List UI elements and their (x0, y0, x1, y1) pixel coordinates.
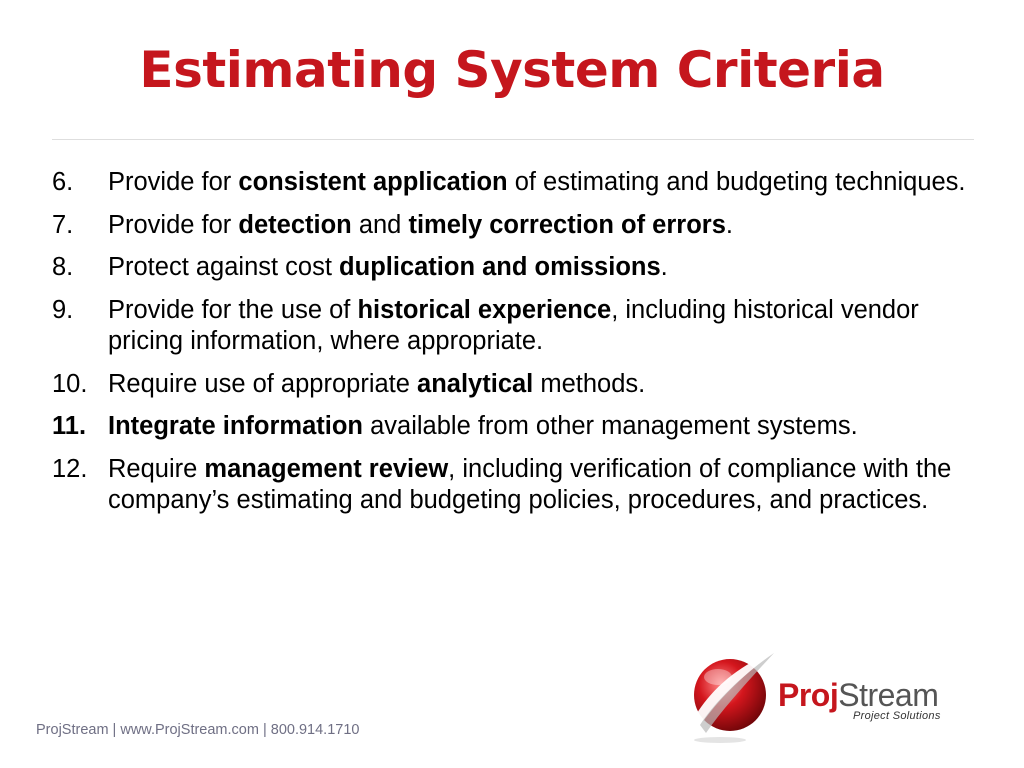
list-item (52, 210, 972, 242)
list-item (52, 167, 972, 199)
item-text-segment: of estimating and budgeting techniques. (507, 168, 966, 196)
item-text-segment: Require (108, 454, 205, 483)
item-text (108, 411, 858, 443)
logo-tagline: Project Solutions (853, 710, 941, 722)
item-number: 8. (52, 253, 74, 281)
item-text (108, 369, 645, 401)
item-text (108, 454, 972, 517)
item-text-segment: methods. (533, 369, 646, 398)
emphasis-text: Integrate information (108, 412, 364, 440)
item-text (108, 295, 972, 358)
item-text-segment: Provide for (108, 210, 239, 239)
emphasis-text: consistent application (238, 168, 508, 196)
list-item (52, 411, 972, 443)
red-sphere-swoosh-icon (690, 645, 785, 745)
emphasis-text: historical experience (357, 295, 612, 324)
list-item (52, 295, 972, 358)
emphasis-text: analytical (417, 369, 534, 398)
list-item (52, 369, 972, 401)
item-number: 6. (52, 168, 74, 196)
emphasis-text: timely correction of errors (408, 210, 726, 239)
item-text-segment: . (725, 210, 733, 239)
criteria-list (52, 167, 972, 528)
item-text-segment: , including historical vendor pricing information, where appropriate. (108, 295, 919, 355)
item-number: 9. (52, 295, 74, 324)
title-divider (52, 139, 974, 140)
item-text-segment: and (351, 210, 409, 239)
list-item (52, 454, 972, 517)
list-item (52, 252, 972, 284)
item-text-segment: , including verification of compliance with the company’s estimating and budgeting policies, procedures, and practices. (108, 454, 952, 514)
item-text-segment: Protect against cost (108, 253, 340, 281)
footer-contact: ProjStream | www.ProjStream.com | 800.914.1710 (36, 722, 360, 738)
item-text-segment: Provide for the use of (108, 295, 358, 324)
emphasis-text: management review (204, 454, 449, 483)
item-text-segment: Require use of appropriate (108, 369, 418, 398)
emphasis-text: detection (238, 210, 352, 239)
item-number: 12. (52, 454, 88, 483)
item-text (108, 252, 668, 284)
item-number: 7. (52, 210, 74, 239)
item-number: 11. (52, 412, 87, 440)
item-text (108, 210, 733, 242)
item-text-segment: available from other management systems. (363, 412, 858, 440)
item-text (108, 167, 966, 199)
emphasis-text: duplication and omissions (339, 253, 661, 281)
item-text-segment: Provide for (108, 168, 239, 196)
logo-wordmark: ProjStream (778, 677, 939, 713)
projstream-logo (690, 645, 990, 745)
item-number: 10. (52, 369, 88, 398)
slide-title: Estimating System Criteria (139, 41, 885, 99)
item-text-segment: . (660, 253, 668, 281)
